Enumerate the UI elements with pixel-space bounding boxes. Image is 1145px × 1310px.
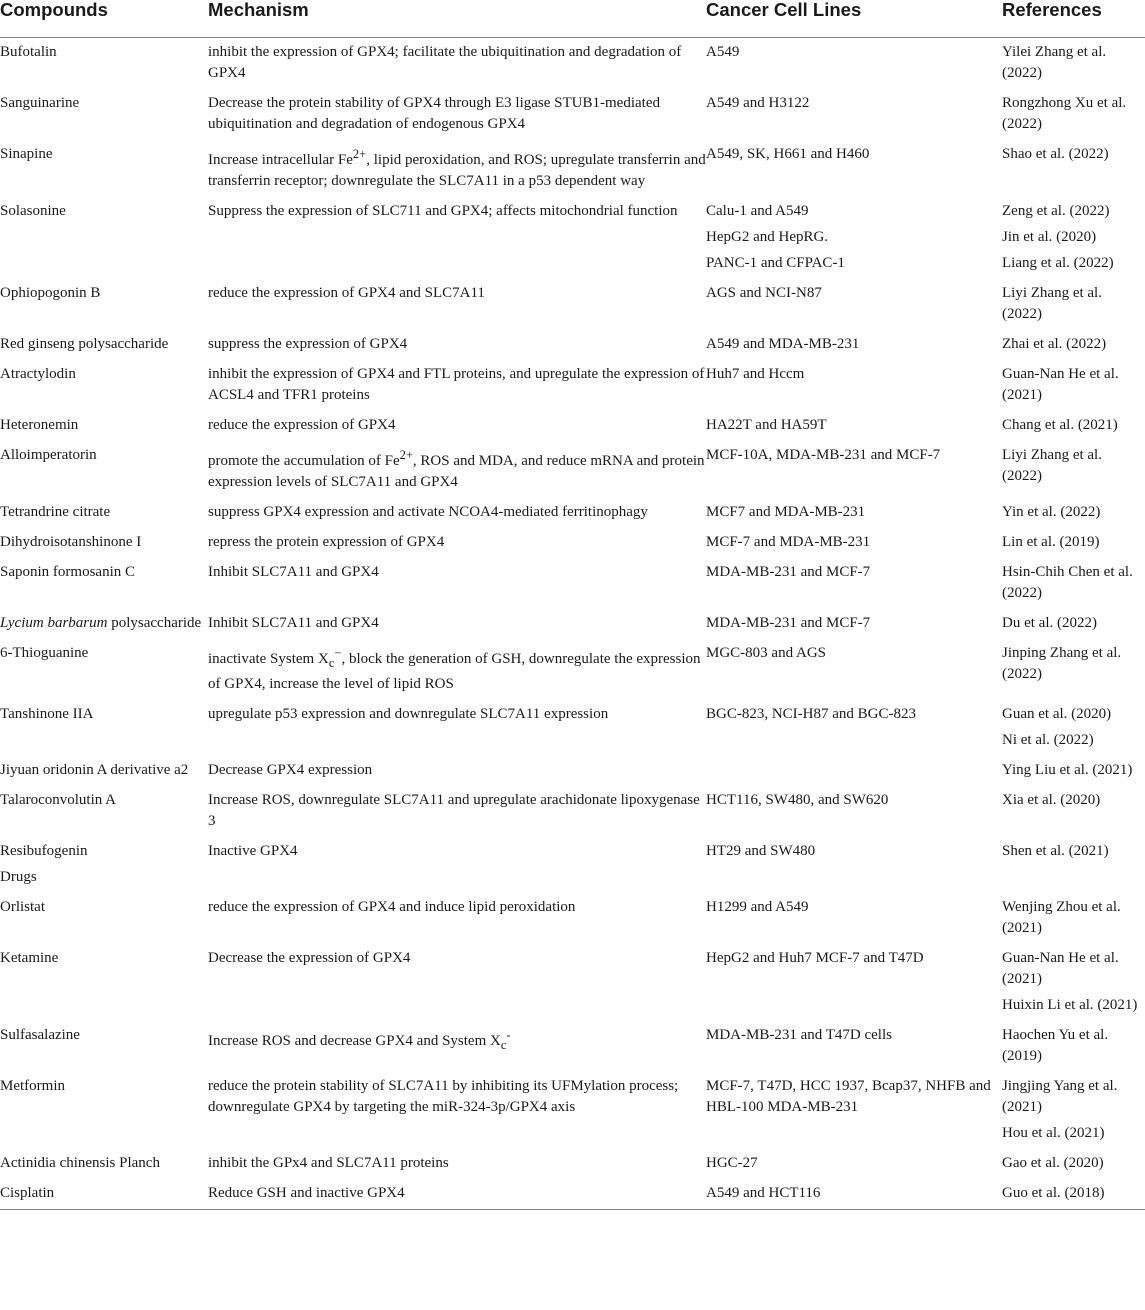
reference-text: Gao et al. (2020)	[1002, 1155, 1104, 1171]
reference-cell	[1002, 279, 1145, 330]
mechanism-cell	[208, 730, 706, 756]
compound-cell: Ketamine	[0, 950, 59, 966]
compound-cell: Sanguinarine	[0, 95, 80, 111]
cell-lines-cell: A549	[706, 44, 740, 60]
cell-lines-cell: MCF-10A, MDA-MB-231 and MCF-7	[706, 447, 941, 463]
mechanism-cell: Decrease the protein stability of GPX4 through E3 ligase STUB1-mediated ubiquitination and degradation of endogenous GPX4	[208, 95, 660, 132]
table-row	[0, 893, 1145, 944]
mechanism-cell: promote the accumulation of $Fe^{2+}$, ROS and MDA, and reduce mRNA and protein expression levels of SLC7A11 and GPX4	[208, 448, 705, 490]
compound-cell: Lycium barbarum polysaccharide	[0, 615, 202, 631]
mechanism-cell: repress the protein expression of GPX4	[208, 534, 445, 550]
table-row	[0, 89, 1145, 140]
reference-text: Chang et al. (2021)	[1002, 417, 1118, 433]
mechanism-cell: upregulate p53 expression and downregulate SLC7A11 expression	[208, 706, 609, 722]
reference-cell	[1002, 1179, 1145, 1210]
cell-lines-cell: MDA-MB-231 and T47D cells	[706, 1027, 892, 1043]
reference-cell	[1002, 837, 1145, 867]
cell-lines-cell	[706, 995, 1002, 1021]
reference-cell	[1002, 441, 1145, 498]
compound-cell: Red ginseng polysaccharide	[0, 336, 169, 352]
reference-cell	[1002, 1123, 1145, 1149]
reference-cell	[1002, 411, 1145, 441]
reference-text: Wenjing Zhou et al. (2021)	[1002, 899, 1121, 936]
reference-text: Liyi Zhang et al. (2022)	[1002, 447, 1102, 484]
cell-lines-cell	[706, 1123, 1002, 1149]
mechanism-cell: Inhibit SLC7A11 and GPX4	[208, 615, 379, 631]
reference-text: Guo et al. (2018)	[1002, 1185, 1105, 1201]
reference-cell	[1002, 756, 1145, 786]
reference-text: Shao et al. (2022)	[1002, 146, 1109, 162]
table-row	[0, 700, 1145, 730]
reference-cell	[1002, 700, 1145, 730]
section-label-drugs: Drugs	[0, 869, 37, 885]
reference-cell	[1002, 498, 1145, 528]
reference-cell	[1002, 330, 1145, 360]
mechanism-cell	[208, 867, 706, 893]
cell-lines-cell: H1299 and A549	[706, 899, 809, 915]
compound-cell: Actinidia chinensis Planch	[0, 1155, 160, 1171]
compound-cell	[0, 253, 208, 279]
reference-text: Ni et al. (2022)	[1002, 732, 1094, 748]
compound-cell: Tanshinone IIA	[0, 706, 94, 722]
reference-cell	[1002, 253, 1145, 279]
cell-lines-cell: HA22T and HA59T	[706, 417, 827, 433]
compound-cell: Talaroconvolutin A	[0, 792, 117, 808]
compound-cell	[0, 995, 208, 1021]
mechanism-cell: Reduce GSH and inactive GPX4	[208, 1179, 706, 1210]
reference-cell	[1002, 786, 1145, 837]
reference-text: Huixin Li et al. (2021)	[1002, 997, 1138, 1013]
reference-cell	[1002, 867, 1145, 893]
reference-text: Liang et al. (2022)	[1002, 255, 1114, 271]
cell-lines-cell: HCT116, SW480, and SW620	[706, 792, 889, 808]
cell-lines-cell: BGC-823, NCI-H87 and BGC-823	[706, 706, 916, 722]
header-compounds: Compounds	[0, 0, 208, 38]
table-row	[0, 140, 1145, 197]
compound-cell: Sinapine	[0, 146, 53, 162]
reference-cell	[1002, 1072, 1145, 1123]
reference-cell	[1002, 893, 1145, 944]
reference-cell	[1002, 995, 1145, 1021]
mechanism-cell: Decrease the expression of GPX4	[208, 950, 411, 966]
compound-cell: Alloimperatorin	[0, 447, 97, 463]
reference-text: Liyi Zhang et al. (2022)	[1002, 285, 1102, 322]
compound-cell: Bufotalin	[0, 44, 57, 60]
reference-text: Yin et al. (2022)	[1002, 504, 1101, 520]
mechanism-cell: Increase ROS, downregulate SLC7A11 and upregulate arachidonate lipoxygenase 3	[208, 792, 700, 829]
compound-cell: Resibufogenin	[0, 843, 88, 859]
compound-cell: 6-Thioguanine	[0, 645, 89, 661]
header-cell-lines: Cancer Cell Lines	[706, 0, 1002, 38]
cell-lines-cell: MDA-MB-231 and MCF-7	[706, 615, 871, 631]
table-row	[0, 498, 1145, 528]
cell-lines-cell: MCF7 and MDA-MB-231	[706, 504, 866, 520]
mechanism-cell: reduce the expression of GPX4 and SLC7A11	[208, 285, 485, 301]
reference-cell	[1002, 609, 1145, 639]
reference-cell	[1002, 1021, 1145, 1072]
mechanism-cell: Inactive GPX4	[208, 843, 298, 859]
reference-text: Jingjing Yang et al. (2021)	[1002, 1078, 1118, 1115]
mechanism-cell: Increase intracellular $Fe^{2+}$, lipid peroxidation, and ROS; upregulate transferrin and transferrin receptor; downregulate the SLC7A11 in a p53 dependent way	[208, 147, 706, 189]
reference-text: Haochen Yu et al. (2019)	[1002, 1027, 1109, 1064]
cell-lines-cell: HepG2 and Huh7 MCF-7 and T47D	[706, 950, 924, 966]
cell-lines-cell: MCF-7, T47D, HCC 1937, Bcap37, NHFB and HBL-100 MDA-MB-231	[706, 1078, 991, 1115]
table-row	[0, 360, 1145, 411]
reference-cell	[1002, 528, 1145, 558]
cell-lines-cell: Huh7 and Hccm	[706, 366, 805, 382]
compound-cell: Dihydroisotanshinone I	[0, 534, 142, 550]
mechanism-cell	[208, 1123, 706, 1149]
mechanism-cell: Suppress the expression of SLC711 and GPX4; affects mitochondrial function	[208, 203, 678, 219]
reference-cell	[1002, 89, 1145, 140]
table-row	[0, 944, 1145, 995]
compound-cell: Tetrandrine citrate	[0, 504, 111, 520]
reference-text: Zeng et al. (2022)	[1002, 203, 1110, 219]
reference-cell	[1002, 197, 1145, 227]
reference-cell	[1002, 639, 1145, 700]
table-row	[0, 1123, 1145, 1149]
cell-lines-cell: A549, SK, H661 and H460	[706, 146, 870, 162]
table-row	[0, 279, 1145, 330]
compound-cell: Jiyuan oridonin A derivative a2	[0, 762, 189, 778]
cell-lines-cell: HGC-27	[706, 1155, 758, 1171]
mechanism-cell: inhibit the expression of GPX4 and FTL proteins, and upregulate the expression of ACSL4 and TFR1 proteins	[208, 366, 705, 403]
cell-lines-cell: A549 and H3122	[706, 95, 810, 111]
cell-lines-cell: PANC-1 and CFPAC-1	[706, 255, 845, 271]
compound-cell: Sulfasalazine	[0, 1027, 80, 1043]
cell-lines-cell: HepG2 and HepRG.	[706, 229, 829, 245]
header-references: References	[1002, 0, 1145, 38]
cell-lines-cell: Calu-1 and A549	[706, 203, 809, 219]
reference-text: Du et al. (2022)	[1002, 615, 1097, 631]
reference-text: Rongzhong Xu et al. (2022)	[1002, 95, 1127, 132]
header-row	[0, 0, 1145, 38]
table-row	[0, 330, 1145, 360]
table-row	[0, 1179, 1145, 1210]
table-row	[0, 528, 1145, 558]
table-row	[0, 786, 1145, 837]
mechanism-cell: inactivate System $X_c^-$, block the generation of GSH, downregulate the expression of GPX4, increase the level of lipid ROS	[208, 646, 701, 692]
reference-text: Ying Liu et al. (2021)	[1002, 762, 1133, 778]
reference-text: Shen et al. (2021)	[1002, 843, 1109, 859]
mechanism-cell: suppress the expression of GPX4	[208, 336, 408, 352]
reference-cell	[1002, 140, 1145, 197]
cell-lines-cell: AGS and NCI-N87	[706, 285, 822, 301]
table-row	[0, 837, 1145, 867]
compound-cell: Heteronemin	[0, 417, 79, 433]
table-row	[0, 756, 1145, 786]
cell-lines-cell: HT29 and SW480	[706, 843, 816, 859]
cell-lines-cell	[706, 756, 1002, 786]
reference-text: Jinping Zhang et al. (2022)	[1002, 645, 1122, 682]
compound-cell: Solasonine	[0, 203, 66, 219]
reference-text: Hou et al. (2021)	[1002, 1125, 1105, 1141]
compound-italic-name: Lycium barbarum	[0, 615, 108, 631]
table-row	[0, 730, 1145, 756]
table-row	[0, 609, 1145, 639]
section-row	[0, 867, 1145, 893]
reference-text: Zhai et al. (2022)	[1002, 336, 1107, 352]
mechanism-cell: Inhibit SLC7A11 and GPX4	[208, 564, 379, 580]
compound-cell: Metformin	[0, 1078, 65, 1094]
reference-text: Yilei Zhang et al. (2022)	[1002, 44, 1107, 81]
cell-lines-cell: MGC-803 and AGS	[706, 645, 827, 661]
mechanism-cell: reduce the expression of GPX4	[208, 417, 396, 433]
table-row	[0, 1149, 1145, 1179]
compound-cell	[0, 730, 208, 756]
reference-cell	[1002, 944, 1145, 995]
cell-lines-cell: A549 and HCT116	[706, 1179, 1002, 1210]
compound-cell: Saponin formosanin C	[0, 564, 135, 580]
mechanism-cell: reduce the expression of GPX4 and induce lipid peroxidation	[208, 899, 576, 915]
cell-lines-cell	[706, 867, 1002, 893]
header-mechanism: Mechanism	[208, 0, 706, 38]
reference-text: Guan-Nan He et al. (2021)	[1002, 366, 1119, 403]
reference-text: Guan et al. (2020)	[1002, 706, 1112, 722]
mechanism-cell: inhibit the GPx4 and SLC7A11 proteins	[208, 1155, 449, 1171]
table-row	[0, 1072, 1145, 1123]
cell-lines-cell: A549 and MDA-MB-231	[706, 336, 860, 352]
mechanism-cell: Increase ROS and decrease GPX4 and System $X_c^-$	[208, 1028, 511, 1052]
table-row	[0, 639, 1145, 700]
mechanism-cell: reduce the protein stability of SLC7A11 by inhibiting its UFMylation process; downregulate GPX4 by targeting the miR-324-3p/GPX4 axis	[208, 1078, 679, 1115]
compound-cell: Cisplatin	[0, 1179, 208, 1210]
reference-text: Lin et al. (2019)	[1002, 534, 1100, 550]
mechanism-cell: inhibit the expression of GPX4; facilitate the ubiquitination and degradation of GPX4	[208, 44, 682, 81]
table-row	[0, 441, 1145, 498]
reference-cell	[1002, 360, 1145, 411]
reference-text: Hsin-Chih Chen et al. (2022)	[1002, 564, 1133, 601]
cell-lines-cell: MDA-MB-231 and MCF-7	[706, 564, 871, 580]
reference-cell	[1002, 38, 1145, 90]
reference-text: Xia et al. (2020)	[1002, 792, 1101, 808]
reference-cell	[1002, 558, 1145, 609]
table-row	[0, 995, 1145, 1021]
reference-text: Jin et al. (2020)	[1002, 229, 1097, 245]
cell-lines-cell: MCF-7 and MDA-MB-231	[706, 534, 871, 550]
reference-text: Guan-Nan He et al. (2021)	[1002, 950, 1119, 987]
table-row	[0, 558, 1145, 609]
mechanism-cell: suppress GPX4 expression and activate NCOA4-mediated ferritinophagy	[208, 504, 648, 520]
compound-cell	[0, 1123, 208, 1149]
reference-cell	[1002, 227, 1145, 253]
table-row	[0, 411, 1145, 441]
mechanism-cell	[208, 995, 706, 1021]
table-row	[0, 197, 1145, 227]
table-row	[0, 38, 1145, 90]
compound-cell: Orlistat	[0, 899, 45, 915]
reference-cell	[1002, 1149, 1145, 1179]
reference-cell	[1002, 730, 1145, 756]
cell-lines-cell	[706, 730, 1002, 756]
compound-cell: Ophiopogonin B	[0, 285, 101, 301]
compound-cell	[0, 227, 208, 253]
compound-cell: Atractylodin	[0, 366, 76, 382]
table-row	[0, 1021, 1145, 1072]
mechanism-cell: Decrease GPX4 expression	[208, 762, 373, 778]
